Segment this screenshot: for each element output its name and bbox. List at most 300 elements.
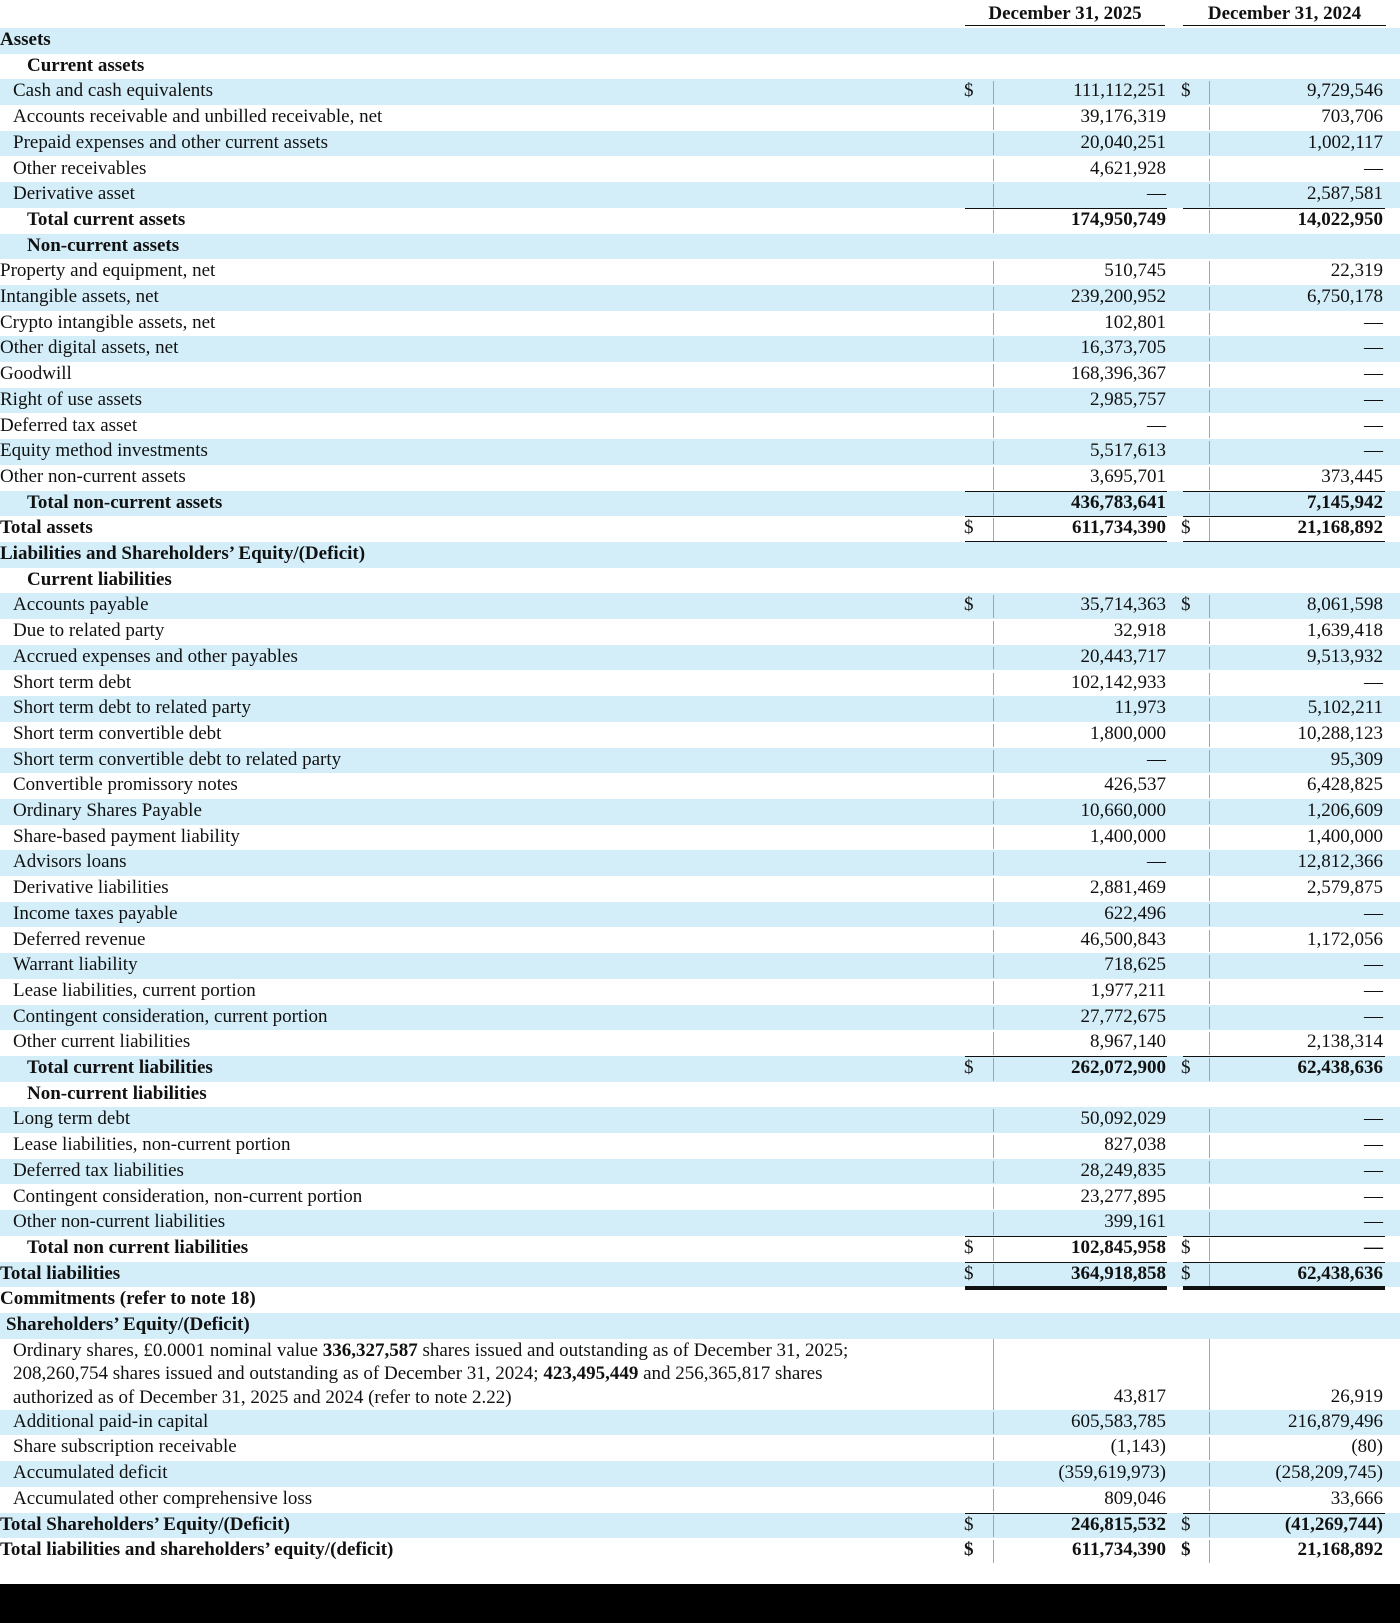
cell-divider	[993, 878, 994, 901]
cell-divider	[993, 313, 994, 336]
cell-divider	[993, 1463, 994, 1486]
cell-divider	[993, 159, 994, 182]
cell-divider	[993, 827, 994, 850]
cell-divider	[993, 364, 994, 387]
statement-row-noncurrent-assets-heading	[0, 234, 1400, 260]
cell-divider	[1209, 1489, 1210, 1512]
statement-row-total-current-assets	[0, 208, 1400, 234]
statement-row-total-liab-equity	[0, 1538, 1400, 1564]
statement-row-other-noncurrent-liab	[0, 1210, 1400, 1236]
value-2024: 2,138,314	[1307, 1031, 1383, 1053]
cell-divider	[1209, 518, 1210, 541]
currency-symbol-2024: $	[1181, 1236, 1191, 1258]
cell-divider	[1209, 1007, 1210, 1030]
cell-divider	[993, 595, 994, 618]
row-label: Accumulated deficit	[13, 1462, 168, 1484]
cell-divider	[993, 1161, 994, 1184]
cell-divider	[993, 1007, 994, 1030]
cell-divider	[993, 1032, 994, 1055]
cell-divider	[993, 441, 994, 464]
row-label: Accumulated other comprehensive loss	[13, 1487, 313, 1509]
row-label: Equity method investments	[0, 440, 208, 462]
row-label: Warrant liability	[13, 954, 138, 976]
cell-divider	[993, 750, 994, 773]
cell-divider	[1209, 338, 1210, 361]
row-label: Additional paid-in capital	[13, 1410, 209, 1432]
statement-row-commitments	[0, 1287, 1400, 1313]
cell-divider	[993, 1264, 994, 1287]
cell-divider	[993, 210, 994, 233]
subtotal-rule	[1183, 491, 1385, 492]
cell-divider	[1209, 724, 1210, 747]
value-2024: (41,269,744)	[1284, 1513, 1383, 1535]
statement-row-total-current-liab	[0, 1056, 1400, 1082]
value-2025: 605,583,785	[1071, 1410, 1166, 1432]
row-label: Convertible promissory notes	[13, 774, 238, 796]
value-2025: 16,373,705	[1080, 337, 1166, 359]
value-2025: 20,443,717	[1080, 645, 1166, 667]
cell-divider	[1209, 1264, 1210, 1287]
cell-divider	[1209, 1515, 1210, 1538]
cell-divider	[993, 621, 994, 644]
statement-row-convertible-notes	[0, 773, 1400, 799]
cell-divider	[1209, 1032, 1210, 1055]
value-2025: 102,142,933	[1071, 671, 1166, 693]
cell-divider	[993, 390, 994, 413]
currency-symbol-2024: $	[1181, 1262, 1191, 1284]
cell-divider	[1209, 1135, 1210, 1158]
row-label: Non-current assets	[27, 234, 180, 256]
statement-row-aoci	[0, 1487, 1400, 1513]
value-2025: 3,695,701	[1090, 465, 1166, 487]
currency-symbol-2024: $	[1181, 1057, 1191, 1078]
value-2024: 95,309	[1330, 748, 1383, 770]
value-2024: 21,168,892	[1297, 1539, 1383, 1561]
cell-divider	[993, 904, 994, 927]
value-2025: 35,714,363	[1080, 594, 1166, 616]
statement-row-other-current-liab	[0, 1030, 1400, 1056]
statement-row-other-receivables	[0, 157, 1400, 183]
cell-divider	[993, 1238, 994, 1261]
multiline-label-line	[13, 1340, 848, 1362]
row-label: Other non-current liabilities	[13, 1211, 226, 1233]
value-2025: 4,621,928	[1090, 157, 1166, 179]
value-2025: (359,619,973)	[1058, 1462, 1166, 1484]
value-2025: 11,973	[1114, 697, 1166, 719]
row-label: Current assets	[27, 54, 145, 76]
statement-row-deferred-tax-liab	[0, 1159, 1400, 1185]
cell-divider	[993, 775, 994, 798]
cell-divider	[1209, 133, 1210, 156]
row-label: Intangible assets, net	[0, 286, 159, 307]
value-2024: —	[1364, 954, 1383, 976]
value-2025: —	[1147, 414, 1166, 436]
cell-divider	[1209, 1212, 1210, 1235]
currency-symbol-2025: $	[964, 1262, 974, 1284]
row-label: Advisors loans	[13, 851, 127, 873]
value-2025: 1,800,000	[1090, 722, 1166, 744]
currency-symbol-2024: $	[1181, 1539, 1191, 1561]
statement-row-rou	[0, 388, 1400, 414]
row-label: Share-based payment liability	[13, 825, 240, 847]
value-2024: 8,061,598	[1307, 594, 1383, 616]
statement-row-st-debt-related	[0, 696, 1400, 722]
cell-divider	[993, 133, 994, 156]
statement-row-equity-heading	[0, 1313, 1400, 1339]
value-2024: 6,750,178	[1307, 286, 1383, 307]
row-label: Deferred revenue	[13, 928, 146, 950]
value-2025: 8,967,140	[1090, 1031, 1166, 1053]
value-2024: —	[1364, 311, 1383, 333]
cell-divider	[993, 1212, 994, 1235]
value-2024: 1,206,609	[1307, 800, 1383, 821]
value-2024: 62,438,636	[1297, 1057, 1383, 1078]
header-underline	[965, 25, 1165, 26]
cell-divider	[993, 930, 994, 953]
row-label: Deferred tax asset	[0, 414, 138, 436]
statement-row-total-noncurrent-liab	[0, 1236, 1400, 1262]
cell-divider	[1209, 467, 1210, 490]
emphasized-share-count: 336,327,587	[322, 1339, 418, 1361]
statement-row-lease-noncurrent	[0, 1133, 1400, 1159]
value-2024: —	[1364, 337, 1383, 359]
subtotal-rule	[1183, 1262, 1385, 1263]
statement-row-derivative-asset	[0, 182, 1400, 208]
row-label: Total current assets	[27, 208, 186, 230]
statement-row-st-convertible	[0, 722, 1400, 748]
cell-divider	[993, 467, 994, 490]
row-label: Accounts payable	[13, 594, 149, 616]
label-text-segment: shares issued and outstanding as of December 31, 2025;	[417, 1339, 849, 1361]
subtotal-rule	[1183, 208, 1385, 209]
multiline-label-line	[13, 1387, 512, 1409]
row-label: Prepaid expenses and other current assets	[13, 131, 328, 153]
cell-divider	[993, 1339, 994, 1410]
value-2024: 9,729,546	[1307, 80, 1383, 102]
value-2025: 39,176,319	[1080, 106, 1166, 128]
value-2025: 622,496	[1104, 902, 1166, 924]
row-label: Lease liabilities, current portion	[13, 979, 256, 1001]
value-2025: 827,038	[1104, 1134, 1166, 1156]
value-2024: 703,706	[1321, 106, 1383, 128]
value-2025: 28,249,835	[1080, 1159, 1166, 1181]
statement-row-due-related	[0, 619, 1400, 645]
subtotal-rule	[1183, 1056, 1385, 1057]
value-2025: 23,277,895	[1080, 1185, 1166, 1207]
value-2024: 33,666	[1330, 1487, 1383, 1509]
statement-row-current-liabilities-heading	[0, 568, 1400, 594]
cell-divider	[1209, 904, 1210, 927]
label-text-segment: 208,260,754 shares issued and outstanding as of December 31, 2024;	[13, 1363, 544, 1385]
value-2024: 216,879,496	[1288, 1410, 1383, 1432]
cell-divider	[1209, 801, 1210, 824]
statement-row-lease-current	[0, 979, 1400, 1005]
value-2024: 14,022,950	[1297, 208, 1383, 230]
value-2024: —	[1364, 363, 1383, 385]
statement-row-cash	[0, 79, 1400, 105]
statement-row-total-equity	[0, 1513, 1400, 1539]
statement-row-warrant	[0, 953, 1400, 979]
cell-divider	[1209, 1109, 1210, 1132]
column-header-2025	[965, 0, 1165, 26]
row-label: Accrued expenses and other payables	[13, 645, 298, 667]
cell-divider	[993, 981, 994, 1004]
statement-row-other-noncurrent-assets	[0, 465, 1400, 491]
statement-row-goodwill	[0, 362, 1400, 388]
cell-divider	[993, 107, 994, 130]
subtotal-rule	[965, 1513, 1167, 1514]
value-2024: 373,445	[1321, 465, 1383, 487]
statement-row-crypto-intangibles	[0, 311, 1400, 337]
statement-row-subscription-receivable	[0, 1435, 1400, 1461]
label-text-segment: Ordinary shares, £0.0001 nominal value	[13, 1339, 323, 1361]
value-2024: —	[1364, 414, 1383, 436]
value-2024: —	[1364, 388, 1383, 410]
value-2025: 102,845,958	[1071, 1236, 1166, 1258]
value-2025: 426,537	[1104, 774, 1166, 796]
statement-row-equity-method	[0, 439, 1400, 465]
value-2025: (1,143)	[1110, 1436, 1166, 1458]
value-2024: —	[1364, 157, 1383, 179]
value-2024: 5,102,211	[1307, 697, 1383, 719]
label-text-segment: authorized as of December 31, 2025 and 2024 (refer to note 2.22)	[13, 1386, 512, 1408]
row-label: Long term debt	[13, 1108, 131, 1130]
row-label: Goodwill	[0, 363, 72, 385]
cell-divider	[1209, 1463, 1210, 1486]
statement-row-accrued	[0, 645, 1400, 671]
statement-row-deferred-tax-asset	[0, 414, 1400, 440]
subtotal-rule	[965, 208, 1167, 209]
row-label: Non-current liabilities	[27, 1082, 207, 1104]
cell-divider	[1209, 647, 1210, 670]
row-label: Current liabilities	[27, 568, 172, 590]
value-2024: 22,319	[1330, 260, 1383, 282]
statement-row-ordinary-shares	[0, 1339, 1400, 1410]
value-2025: 611,734,390	[1072, 517, 1166, 539]
cell-divider	[993, 955, 994, 978]
row-label: Short term convertible debt	[13, 722, 222, 744]
value-2025: 1,977,211	[1090, 979, 1166, 1001]
statement-row-st-convertible-related	[0, 748, 1400, 774]
statement-row-noncurrent-liab-heading	[0, 1082, 1400, 1108]
cell-divider	[993, 416, 994, 439]
cell-divider	[1209, 595, 1210, 618]
statement-row-ppe	[0, 259, 1400, 285]
value-2024: —	[1364, 1005, 1383, 1027]
value-2024: —	[1364, 1108, 1383, 1130]
value-2025: 611,734,390	[1072, 1539, 1166, 1561]
value-2024: 62,438,636	[1297, 1262, 1383, 1284]
row-label: Lease liabilities, non-current portion	[13, 1134, 291, 1156]
value-2025: 2,881,469	[1090, 877, 1166, 899]
cell-divider	[1209, 1412, 1210, 1435]
statement-row-ordinary-payable	[0, 799, 1400, 825]
row-label: Other receivables	[13, 157, 147, 179]
subtotal-rule	[965, 1236, 1167, 1237]
value-2025: 43,817	[1113, 1385, 1166, 1407]
value-2024: —	[1364, 979, 1383, 1001]
row-label: Accounts receivable and unbilled receivable, net	[13, 106, 383, 128]
cell-divider	[1209, 673, 1210, 696]
cell-divider	[1209, 261, 1210, 284]
value-2024: —	[1364, 671, 1383, 693]
subtotal-rule	[1183, 1236, 1385, 1237]
value-2025: 436,783,641	[1071, 491, 1166, 513]
cell-divider	[1209, 107, 1210, 130]
currency-symbol-2025: $	[964, 1236, 974, 1258]
column-header-2024	[1183, 0, 1386, 26]
value-2024: —	[1364, 1236, 1383, 1258]
value-2025: 246,815,532	[1071, 1513, 1166, 1535]
statement-row-assets	[0, 28, 1400, 54]
value-2024: 12,812,366	[1297, 851, 1383, 873]
cell-divider	[993, 852, 994, 875]
value-2025: 32,918	[1113, 620, 1166, 642]
value-2024: 2,579,875	[1307, 877, 1383, 899]
cell-divider	[1209, 313, 1210, 336]
row-label: Property and equipment, net	[0, 260, 216, 282]
value-2025: —	[1147, 748, 1166, 770]
subtotal-rule	[1183, 1513, 1385, 1514]
label-text-segment: and 256,365,817 shares	[638, 1363, 823, 1385]
cell-divider	[993, 1515, 994, 1538]
value-2024: (80)	[1351, 1436, 1383, 1458]
cell-divider	[1209, 981, 1210, 1004]
cell-divider	[1209, 1058, 1210, 1081]
row-label: Ordinary Shares Payable	[13, 800, 202, 821]
value-2025: 102,801	[1104, 311, 1166, 333]
row-label: Deferred tax liabilities	[13, 1159, 184, 1181]
row-label: Contingent consideration, non-current portion	[13, 1185, 363, 1207]
row-label: Income taxes payable	[13, 902, 178, 924]
value-2025: 399,161	[1104, 1211, 1166, 1233]
currency-symbol-2025: $	[964, 80, 974, 102]
value-2025: —	[1147, 183, 1166, 205]
value-2025: 809,046	[1104, 1487, 1166, 1509]
cell-divider	[993, 1489, 994, 1512]
cell-divider	[1209, 775, 1210, 798]
cell-divider	[993, 184, 994, 207]
subtotal-rule	[965, 1262, 1167, 1263]
cell-divider	[1209, 1339, 1210, 1410]
currency-symbol-2024: $	[1181, 1513, 1191, 1535]
statement-row-total-liabilities	[0, 1262, 1400, 1288]
cell-divider	[993, 261, 994, 284]
value-2025: 262,072,900	[1071, 1057, 1166, 1078]
cell-divider	[993, 698, 994, 721]
statement-row-contingent-noncurrent	[0, 1185, 1400, 1211]
statement-row-ap	[0, 593, 1400, 619]
value-2025: 239,200,952	[1071, 286, 1166, 307]
cell-divider	[993, 673, 994, 696]
currency-symbol-2025: $	[964, 1539, 974, 1561]
statement-row-accumulated-deficit	[0, 1461, 1400, 1487]
cell-divider	[1209, 878, 1210, 901]
value-2025: 510,745	[1104, 260, 1166, 282]
statement-row-income-taxes	[0, 902, 1400, 928]
cell-divider	[993, 1187, 994, 1210]
column-header-2025-label: December 31, 2025	[988, 3, 1142, 24]
cell-divider	[1209, 416, 1210, 439]
cell-divider	[1209, 287, 1210, 310]
cell-divider	[1209, 1437, 1210, 1460]
value-2024: —	[1364, 1211, 1383, 1233]
value-2025: 1,400,000	[1090, 825, 1166, 847]
value-2025: 174,950,749	[1071, 208, 1166, 230]
cell-divider	[1209, 1187, 1210, 1210]
statement-row-other-digital	[0, 336, 1400, 362]
statement-row-share-based	[0, 825, 1400, 851]
cell-divider	[1209, 852, 1210, 875]
statement-row-st-debt	[0, 671, 1400, 697]
row-label: Short term debt	[13, 671, 132, 693]
cell-divider	[1209, 81, 1210, 104]
statement-row-intangibles	[0, 285, 1400, 311]
cell-divider	[993, 518, 994, 541]
row-label: Cash and cash equivalents	[13, 80, 213, 102]
value-2024: 9,513,932	[1307, 645, 1383, 667]
cell-divider	[993, 1412, 994, 1435]
row-label: Total non current liabilities	[27, 1236, 249, 1258]
currency-symbol-2025: $	[964, 517, 974, 539]
cell-divider	[1209, 1161, 1210, 1184]
cell-divider	[993, 1135, 994, 1158]
row-label: Due to related party	[13, 620, 165, 642]
value-2024: 1,639,418	[1307, 620, 1383, 642]
cell-divider	[1209, 955, 1210, 978]
row-label: Short term debt to related party	[13, 697, 251, 719]
row-label: Total liabilities and shareholders’ equity/(deficit)	[0, 1539, 394, 1561]
statement-row-total-assets	[0, 516, 1400, 542]
value-2024: 10,288,123	[1297, 722, 1383, 744]
row-label: Shareholders’ Equity/(Deficit)	[6, 1314, 250, 1335]
currency-symbol-2025: $	[964, 1057, 974, 1078]
cell-divider	[1209, 441, 1210, 464]
currency-symbol-2024: $	[1181, 80, 1191, 102]
currency-symbol-2024: $	[1181, 594, 1191, 616]
row-label: Crypto intangible assets, net	[0, 311, 216, 333]
subtotal-rule	[965, 491, 1167, 492]
value-2024: 1,002,117	[1307, 131, 1383, 153]
value-2025: 111,112,251	[1073, 80, 1166, 102]
cell-divider	[993, 1058, 994, 1081]
currency-symbol-2024: $	[1181, 517, 1191, 539]
statement-row-current-assets-heading	[0, 54, 1400, 80]
row-label: Other current liabilities	[13, 1031, 191, 1053]
row-label: Liabilities and Shareholders’ Equity/(Deficit)	[0, 543, 366, 564]
cell-divider	[993, 1437, 994, 1460]
row-label: Total Shareholders’ Equity/(Deficit)	[0, 1513, 290, 1535]
value-2024: —	[1364, 1134, 1383, 1156]
row-label: Derivative asset	[13, 183, 135, 205]
cell-divider	[1209, 750, 1210, 773]
value-2024: (258,209,745)	[1275, 1462, 1383, 1484]
value-2024: 1,400,000	[1307, 825, 1383, 847]
row-label: Total non-current assets	[27, 491, 223, 513]
statement-row-liab-equity-heading	[0, 542, 1400, 568]
cell-divider	[993, 647, 994, 670]
value-2025: 5,517,613	[1090, 440, 1166, 462]
row-label: Total assets	[0, 517, 93, 539]
cell-divider	[1209, 930, 1210, 953]
multiline-label-line	[13, 1363, 823, 1385]
value-2025: 10,660,000	[1080, 800, 1166, 821]
row-label: Contingent consideration, current portion	[13, 1005, 328, 1027]
value-2024: —	[1364, 902, 1383, 924]
subtotal-rule	[965, 1056, 1167, 1057]
cell-divider	[993, 1109, 994, 1132]
row-label: Assets	[0, 29, 51, 50]
